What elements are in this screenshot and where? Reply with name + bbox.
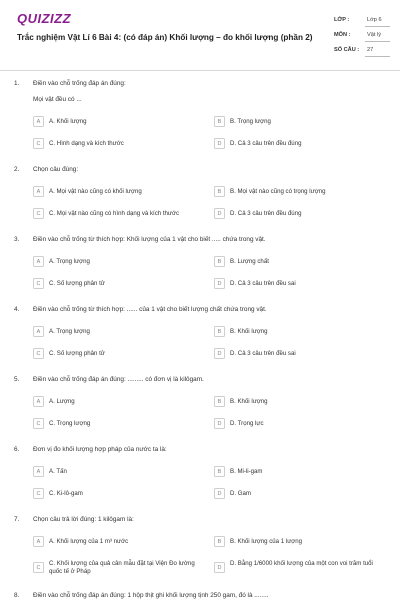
- option-text: A. Trọng lượng: [49, 258, 90, 265]
- question-number: 3.: [14, 236, 20, 243]
- option-text: C. Số lượng phân tử: [49, 280, 105, 287]
- question-text: Đơn vị đo khối lượng hợp pháp của nước ta là:: [33, 446, 167, 453]
- option-c[interactable]: [33, 208, 203, 219]
- option-text: B. Lượng chất: [230, 258, 269, 265]
- option-letter-box: C: [33, 138, 44, 149]
- option-text: A. Mọi vật nào cũng có khối lượng: [49, 188, 142, 195]
- option-text: A. Trọng lượng: [49, 328, 90, 335]
- option-letter-box: B: [214, 256, 225, 267]
- meta-underline: [365, 41, 390, 42]
- option-text: A. Tấn: [49, 468, 67, 475]
- option-letter-box: A: [33, 536, 44, 547]
- option-d[interactable]: [214, 278, 384, 289]
- option-text: C. Mọi vật nào cũng có hình dạng và kích thước: [49, 210, 180, 217]
- option-d[interactable]: [214, 418, 384, 429]
- meta-label: MÔN :: [334, 32, 351, 38]
- option-b[interactable]: [214, 116, 384, 127]
- option-text: C. Số lượng phân tử: [49, 350, 105, 357]
- option-d[interactable]: [214, 348, 384, 359]
- option-text: C. Hình dạng và kích thước: [49, 140, 124, 147]
- option-letter-box: D: [214, 138, 225, 149]
- option-letter-box: D: [214, 418, 225, 429]
- option-letter-box: B: [214, 536, 225, 547]
- option-text: A. Khối lượng: [49, 118, 87, 125]
- meta-underline: [365, 56, 390, 57]
- page-header: [0, 0, 400, 64]
- option-letter-box: C: [33, 208, 44, 219]
- option-b[interactable]: [214, 256, 384, 267]
- option-letter-box: A: [33, 186, 44, 197]
- question-number: 8.: [14, 592, 20, 599]
- option-letter-box: C: [33, 278, 44, 289]
- option-text: D. Gam: [230, 490, 251, 497]
- option-text: D. Bằng 1/6000 khối lượng của một con voi trăm tuổi: [230, 560, 373, 567]
- option-c[interactable]: [33, 418, 203, 429]
- option-b[interactable]: [214, 326, 384, 337]
- option-letter-box: B: [214, 186, 225, 197]
- option-b[interactable]: [214, 536, 384, 547]
- option-letter-box: B: [214, 466, 225, 477]
- option-d[interactable]: [214, 488, 384, 499]
- option-text: B. Mi-li-gam: [230, 468, 263, 475]
- option-a[interactable]: [33, 186, 203, 197]
- question-text: Chọn câu đúng:: [33, 166, 79, 173]
- question-text: Điền vào chỗ trống đáp án đúng: 1 hộp thịt ghi khối lượng tịnh 250 gam, đó là ........: [33, 592, 269, 599]
- question-number: 5.: [14, 376, 20, 383]
- question-text: Chọn câu trả lời đúng: 1 kilôgam là:: [33, 516, 134, 523]
- option-c[interactable]: [33, 138, 203, 149]
- option-c[interactable]: [33, 348, 203, 359]
- option-text: D. Cả 3 câu trên đều sai: [230, 350, 296, 357]
- meta-underline: [365, 26, 390, 27]
- option-letter-box: D: [214, 562, 225, 573]
- option-text: C. Trọng lượng: [49, 420, 91, 427]
- question-number: 1.: [14, 80, 20, 87]
- option-d[interactable]: [214, 208, 384, 219]
- option-text: B. Mọi vật nào cũng có trọng lượng: [230, 188, 326, 195]
- option-letter-box: B: [214, 116, 225, 127]
- quizizz-logo: QUIZIZZ: [17, 11, 72, 26]
- option-d[interactable]: [214, 562, 384, 573]
- meta-count: [334, 45, 390, 57]
- option-letter-box: A: [33, 116, 44, 127]
- question-text: Điền vào chỗ trống từ thích hợp: ...... của 1 vật cho biết lượng chất chứa trong vật.: [33, 306, 267, 313]
- question-text: Điền vào chỗ trống từ thích hợp: Khối lượng của 1 vật cho biết ..... chứa trong vật.: [33, 236, 266, 243]
- question-number: 2.: [14, 166, 20, 173]
- option-letter-box: A: [33, 466, 44, 477]
- option-letter-box: C: [33, 488, 44, 499]
- option-b[interactable]: [214, 186, 384, 197]
- question-number: 6.: [14, 446, 20, 453]
- meta-value: Vật lý: [367, 32, 381, 38]
- option-letter-box: A: [33, 326, 44, 337]
- meta-subject: [334, 30, 390, 42]
- question-text: Điền vào chỗ trống đáp án đúng: ......... có đơn vị là kilôgam.: [33, 376, 204, 383]
- option-letter-box: A: [33, 256, 44, 267]
- question-number: 4.: [14, 306, 20, 313]
- option-letter-box: C: [33, 418, 44, 429]
- option-a[interactable]: [33, 466, 203, 477]
- option-text: B. Khối lượng: [230, 328, 268, 335]
- question-number: 7.: [14, 516, 20, 523]
- meta-value: 27: [367, 47, 374, 53]
- option-a[interactable]: [33, 326, 203, 337]
- option-letter-box: D: [214, 348, 225, 359]
- option-letter-box: A: [33, 396, 44, 407]
- header-divider: [0, 70, 400, 71]
- option-a[interactable]: [33, 256, 203, 267]
- meta-value: Lớp 6: [367, 17, 382, 23]
- option-d[interactable]: [214, 138, 384, 149]
- option-text: B. Trọng lượng: [230, 118, 271, 125]
- page-title: Trắc nghiệm Vật Lí 6 Bài 4: (có đáp án) Khối lượng – đo khối lượng (phần 2): [17, 33, 313, 42]
- question-subtext: Mọi vật đều có ...: [33, 96, 82, 103]
- option-letter-box: D: [214, 488, 225, 499]
- option-text: D. Cả 3 câu trên đều đúng: [230, 140, 302, 147]
- question-text: Điền vào chỗ trống đáp án đúng:: [33, 80, 126, 87]
- meta-label: SỐ CÂU :: [334, 47, 360, 53]
- meta-class: [334, 15, 390, 27]
- option-a[interactable]: [33, 116, 203, 127]
- option-text: B. Khối lượng của 1 lượng: [230, 538, 303, 545]
- option-letter-box: C: [33, 348, 44, 359]
- option-c[interactable]: [33, 278, 203, 289]
- option-c[interactable]: [33, 562, 203, 573]
- option-letter-box: D: [214, 278, 225, 289]
- option-a[interactable]: [33, 396, 203, 407]
- option-b[interactable]: [214, 396, 384, 407]
- option-text: B. Khối lượng: [230, 398, 268, 405]
- option-text: D. Cả 3 câu trên đều đúng: [230, 210, 302, 217]
- option-letter-box: C: [33, 562, 44, 573]
- option-letter-box: B: [214, 326, 225, 337]
- option-letter-box: B: [214, 396, 225, 407]
- option-text: D. Cả 3 câu trên đều sai: [230, 280, 296, 287]
- option-text: A. Khối lượng của 1 m³ nước: [49, 538, 129, 545]
- option-text: A. Lượng: [49, 398, 75, 405]
- option-text: C. Ki-lô-gam: [49, 490, 83, 497]
- option-letter-box: D: [214, 208, 225, 219]
- meta-label: LỚP :: [334, 17, 350, 23]
- option-text: D. Trọng lực: [230, 420, 264, 427]
- option-b[interactable]: [214, 466, 384, 477]
- option-text: C. Khối lượng của quả cân mẫu đặt tại Viện Đo lường quốc tế ở Pháp: [49, 560, 195, 575]
- option-a[interactable]: [33, 536, 203, 547]
- option-c[interactable]: [33, 488, 203, 499]
